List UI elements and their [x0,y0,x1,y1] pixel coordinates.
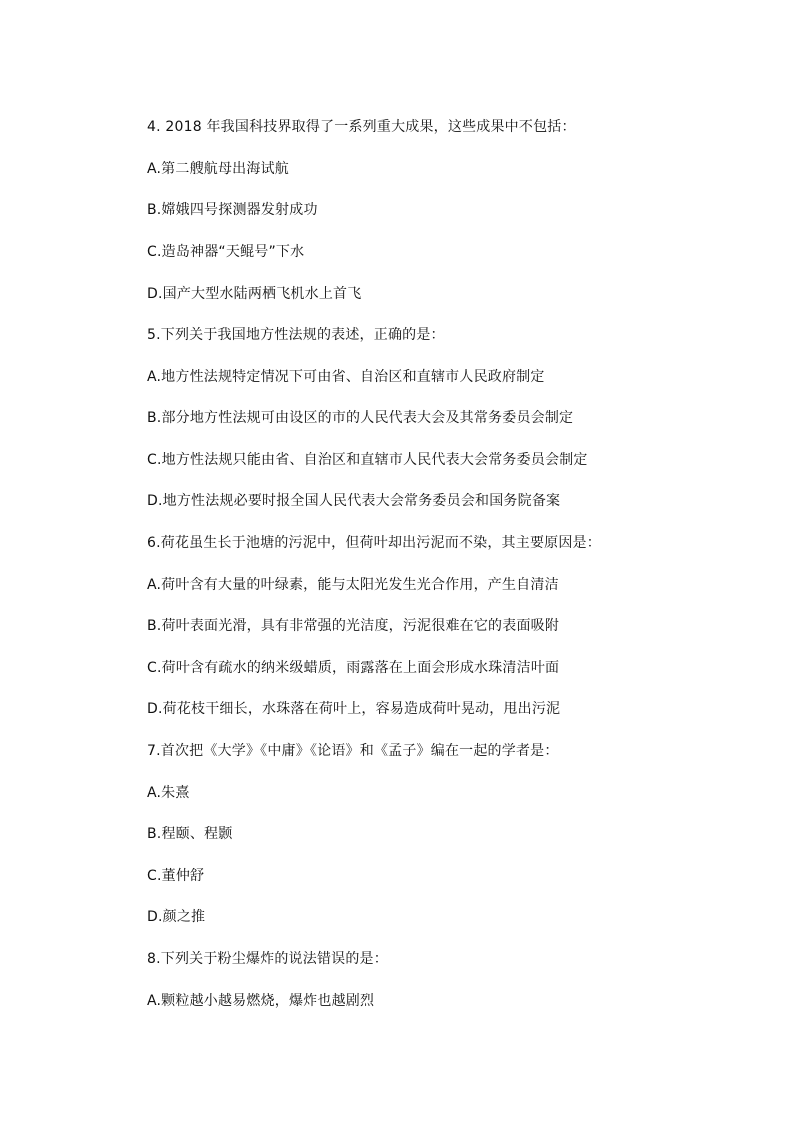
question-7-option-a: A.朱熹 [147,785,190,801]
question-5-option-d: D.地方性法规必要时报全国人民代表大会常务委员会和国务院备案 [147,493,561,509]
question-6-option-b: B.荷叶表面光滑，具有非常强的光洁度，污泥很难在它的表面吸附 [147,618,560,634]
question-7-option-c: C.董仲舒 [147,868,205,884]
question-7-stem: 7.首次把《大学》《中庸》《论语》和《孟子》编在一起的学者是： [147,743,559,759]
question-6-option-a: A.荷叶含有大量的叶绿素，能与太阳光发生光合作用，产生自清洁 [147,577,559,593]
question-7-option-b: B.程颐、程颢 [147,826,233,842]
question-8-option-a: A.颗粒越小越易燃烧，爆炸也越剧烈 [147,993,375,1009]
question-8-stem: 8.下列关于粉尘爆炸的说法错误的是： [147,951,388,967]
question-5-stem: 5.下列关于我国地方性法规的表述，正确的是： [147,327,445,343]
question-5-option-c: C.地方性法规只能由省、自治区和直辖市人民代表大会常务委员会制定 [147,452,588,468]
question-7-option-d: D.颜之推 [147,909,206,925]
question-4-option-a: A.第二艘航母出海试航 [147,161,289,177]
question-6-stem: 6.荷花虽生长于池塘的污泥中，但荷叶却出污泥而不染，其主要原因是： [147,535,601,551]
question-5-option-a: A.地方性法规特定情况下可由省、自治区和直辖市人民政府制定 [147,369,545,385]
question-4-option-c: C.造岛神器“天鲲号”下水 [147,244,305,260]
question-4-stem: 4. 2018 年我国科技界取得了一系列重大成果，这些成果中不包括： [147,119,576,135]
question-6-option-d: D.荷花枝干细长，水珠落在荷叶上，容易造成荷叶晃动，甩出污泥 [147,701,561,717]
question-4-option-b: B.嫦娥四号探测器发射成功 [147,202,318,218]
question-4-option-d: D.国产大型水陆两栖飞机水上首飞 [147,286,362,302]
question-6-option-c: C.荷叶含有疏水的纳米级蜡质，雨露落在上面会形成水珠清洁叶面 [147,660,560,676]
question-5-option-b: B.部分地方性法规可由设区的市的人民代表大会及其常务委员会制定 [147,410,574,426]
